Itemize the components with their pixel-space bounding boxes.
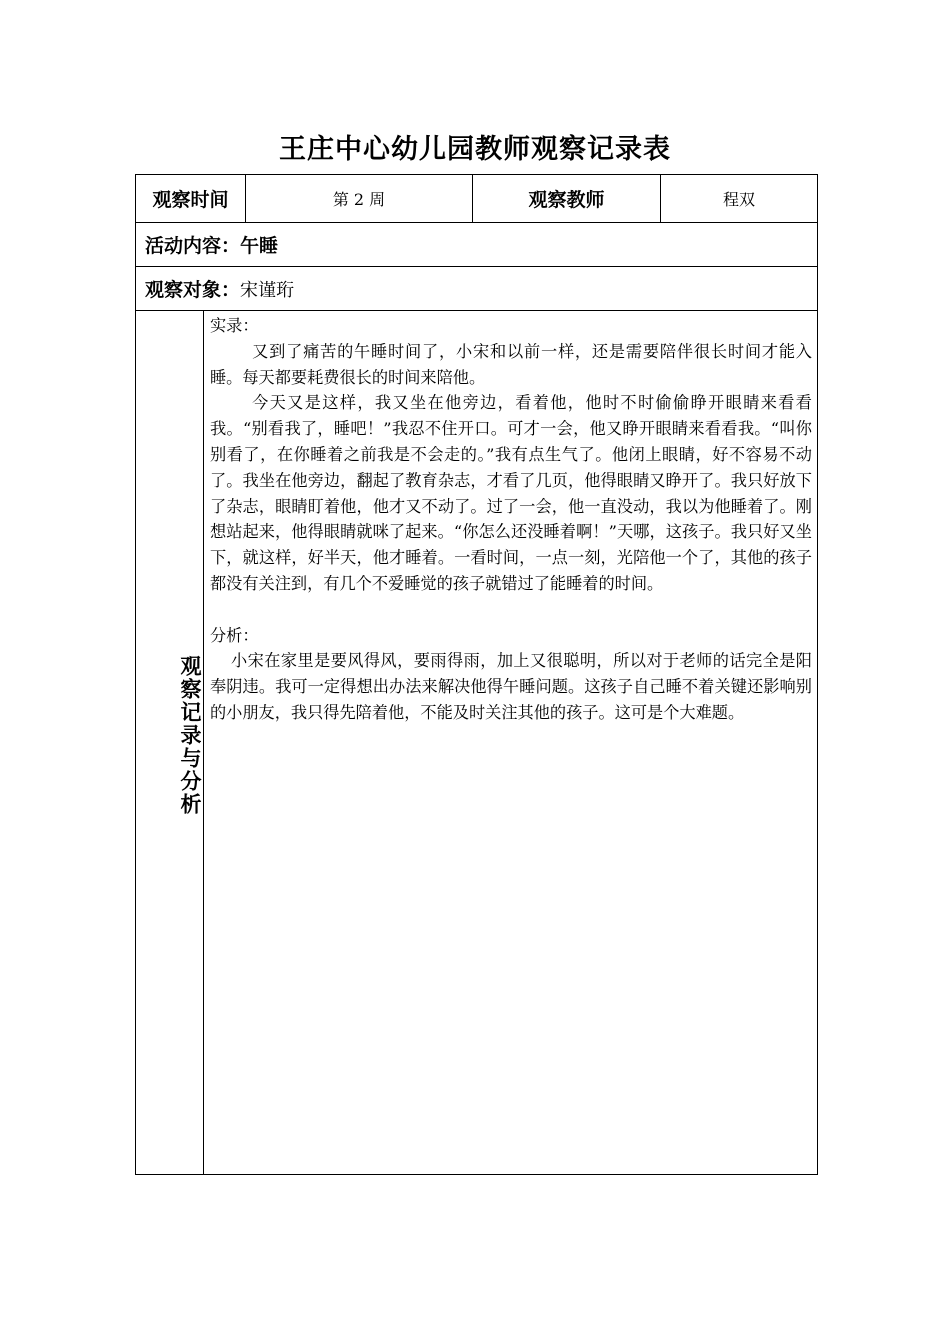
subject-line (145, 267, 294, 310)
subject-value: 宋谨珩 (240, 279, 295, 301)
activity-line (145, 223, 278, 266)
section-side-label: 观察记录与分析 (178, 655, 202, 816)
analysis-paragraph: 小宋在家里是要风得风，要雨得雨，加上又很聪明，所以对于老师的话完全是阳奉阴违。我可一定得想出办法来解决他得午睡问题。这孩子自己睡不着关键还影响别的小朋友，我只得先陪着他，不能及时关注其他的孩子。这可是个大难题。 (210, 651, 812, 722)
record-paragraph: 又到了痛苦的午睡时间了，小宋和以前一样，还是需要陪伴很长时间才能入睡。每天都要耗费很长的时间来陪他。 (210, 341, 812, 387)
observation-form (135, 174, 818, 1175)
observation-teacher-value: 程双 (722, 190, 755, 209)
analysis-label: 分析： (210, 625, 259, 645)
activity-row (136, 223, 817, 267)
observation-time-value: 第 2 周 (246, 175, 473, 222)
record-paragraph: 今天又是这样，我又坐在他旁边，看着他，他时不时偷偷睁开眼睛来看看我。“别看我了，睡吧！”我忍不住开口。可才一会，他又睁开眼睛来看看我。“叫你别看了，在你睡着之前我是不会走的。”我有点生气了。他闭上眼睛，好不容易不动了。我坐在他旁边，翻起了教育杂志，才看了几页，他得眼睛又睁开了。我只好放下了杂志，眼睛盯着他，他才又不动了。过了一会，他一直没动，我以为他睡着了。刚想站起来，他得眼睛就咪了起来。“你怎么还没睡着啊！”天哪，这孩子。我只好又坐下，就这样，好半天，他才睡着。一看时间，一点一刻，光陪他一个了，其他的孩子都没有关注到，有几个不爱睡觉的孩子就错过了能睡着的时间。 (210, 393, 812, 593)
record-content (210, 313, 812, 726)
subject-row (136, 267, 817, 311)
page-title: 王庄中心幼儿园教师观察记录表 (279, 134, 671, 165)
section-side-cell (136, 311, 204, 1174)
activity-label: 活动内容： (145, 235, 241, 257)
subject-label: 观察对象： (145, 279, 241, 301)
observation-teacher-label: 观察教师 (473, 175, 661, 222)
record-label: 实录： (210, 316, 259, 335)
header-row (136, 175, 817, 223)
observation-time-label: 观察时间 (136, 175, 246, 222)
activity-value: 午睡 (240, 235, 279, 257)
